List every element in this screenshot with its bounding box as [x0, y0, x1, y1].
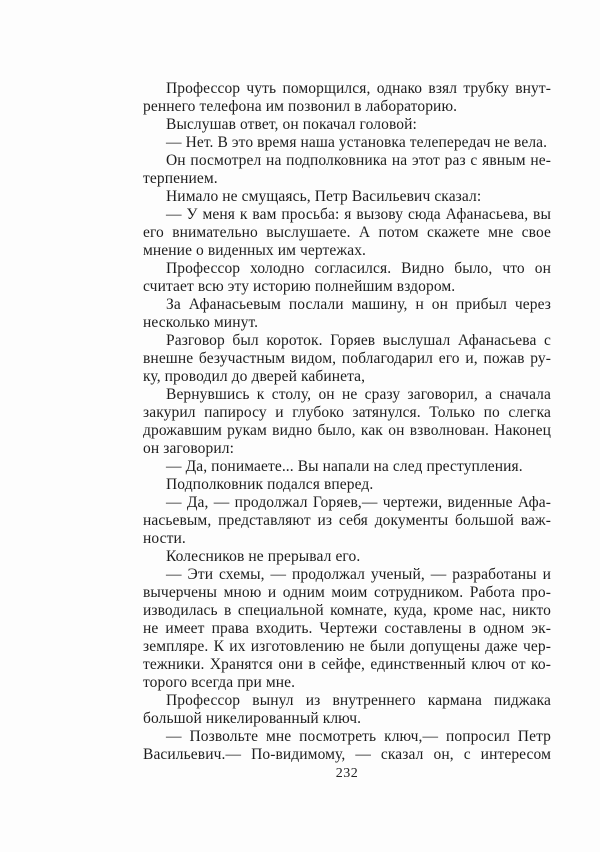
text-line: Профессор холодно согласился. Видно было, что он	[166, 260, 551, 277]
text-line: тежники. Хранятся они в сейфе, единственный ключ от ко-	[143, 656, 551, 673]
text-line: большой никелированный ключ.	[143, 710, 362, 727]
text-line: Выслушав ответ, он покачал головой:	[166, 116, 417, 133]
text-line: — Да, — продолжал Горяев,— чертежи, виденные Афа-	[166, 494, 551, 511]
text-line: насьевым, представляют из себя документы большой важ-	[143, 512, 551, 529]
text-line: закурил папиросу и глубоко затянулся. Только по слегка	[143, 404, 551, 421]
text-line: Он посмотрел на подполковника на этот раз с явным не-	[166, 152, 551, 169]
text-line: Подполковник подался вперед.	[166, 476, 374, 493]
text-line: он заговорил:	[143, 440, 234, 457]
text-line: ку, проводил до дверей кабинета,	[143, 368, 366, 385]
text-line: земпляре. К их изготовлению не были допущены даже чер-	[143, 638, 551, 655]
page-number: 232	[335, 766, 359, 781]
text-line: Профессор вынул из внутреннего кармана пиджака	[166, 692, 551, 709]
text-line: За Афанасьевым послали машину, н он прибыл через	[166, 296, 551, 313]
text-line: — Нет. В это время наша установка телепередач не вела.	[166, 134, 548, 151]
text-line: Профессор чуть поморщился, однако взял трубку внут-	[166, 80, 551, 97]
text-line: — У меня к вам просьба: я вызову сюда Афанасьева, вы	[166, 206, 551, 223]
text-line: торого всегда при мне.	[143, 674, 296, 691]
text-line: считает всю эту историю полнейшим вздором.	[143, 278, 456, 295]
text-line: несколько минут.	[143, 314, 259, 331]
text-line: терпением.	[143, 170, 218, 187]
text-line: вычерчены мною и одним моим сотрудником. Работа про-	[143, 584, 551, 601]
text-block	[143, 80, 551, 764]
text-line: внешне безучастным видом, поблагодарил его и, пожав ру-	[143, 350, 551, 367]
text-line: — Да, понимаете... Вы напали на след преступления.	[166, 458, 523, 475]
text-line: ности.	[143, 530, 186, 547]
text-line: — Позвольте мне посмотреть ключ,— попросил Петр	[166, 728, 551, 745]
text-line: Нимало не смущаясь, Петр Васильевич сказал:	[166, 188, 482, 205]
text-line: — Эти схемы, — продолжал ученый, — разработаны и	[166, 566, 551, 583]
text-line: изводилась в специальной комнате, куда, кроме нас, никто	[143, 602, 551, 619]
text-line: не имеет права входить. Чертежи составлены в одном эк-	[143, 620, 551, 637]
text-line: реннего телефона им позвонил в лабораторию.	[143, 98, 458, 115]
text-line: Вернувшись к столу, он не сразу заговорил, а сначала	[166, 386, 551, 403]
text-line: Колесников не прерывал его.	[166, 548, 361, 565]
text-line: мнение о виденных им чертежах.	[143, 242, 367, 259]
text-line: Васильевич.— По-видимому, — сказал он, с интересом	[143, 746, 551, 763]
text-line: дрожавшим рукам видно было, как он взволнован. Наконец	[143, 422, 551, 439]
text-line: его внимательно выслушаете. А потом скажете мне свое	[143, 224, 551, 241]
text-line: Разговор был короток. Горяев выслушал Афанасьева с	[166, 332, 551, 349]
